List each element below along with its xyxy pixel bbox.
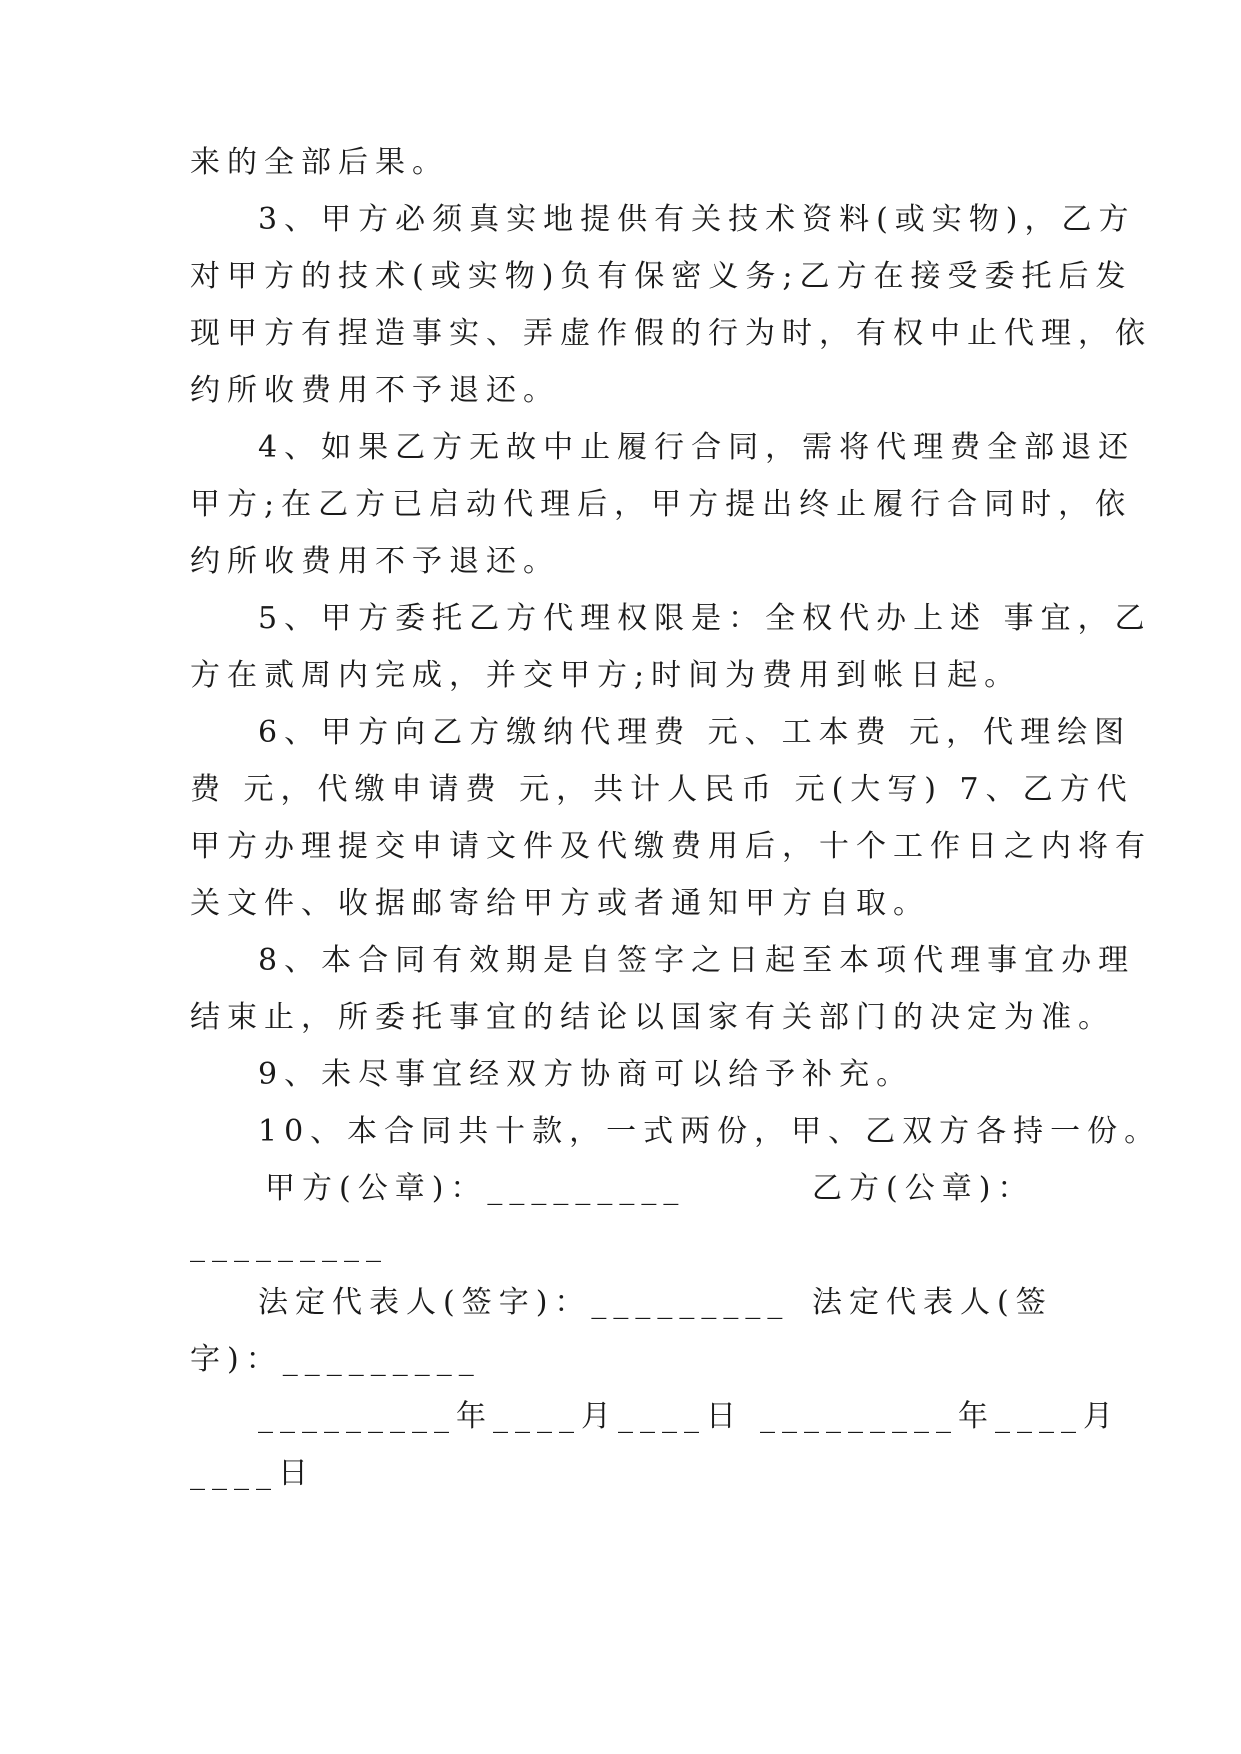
text-line: 关文件、收据邮寄给甲方或者通知甲方自取。 <box>190 886 930 921</box>
text-line: 方在贰周内完成，并交甲方;时间为费用到帐日起。 <box>190 658 1022 693</box>
party-b-representative: 法定代表人(签 <box>812 1285 1053 1320</box>
text-line: 8、本合同有效期是自签字之日起至本项代理事宜办理 <box>258 943 1136 978</box>
text-line: 约所收费用不予退还。 <box>190 373 560 408</box>
party-a-date: _________年____月____日 <box>258 1399 743 1434</box>
text-line: 来的全部后果。 <box>190 145 449 180</box>
party-b-date-continued: ____日 <box>190 1456 315 1491</box>
text-line: 9、未尽事宜经双方协商可以给予补充。 <box>258 1057 914 1092</box>
party-a-seal: 甲方(公章)：_________ <box>265 1171 686 1206</box>
text-line: 4、如果乙方无故中止履行合同，需将代理费全部退还 <box>258 430 1136 465</box>
party-b-seal: 乙方(公章)： <box>812 1171 1035 1206</box>
text-line: 甲方办理提交申请文件及代缴费用后，十个工作日之内将有 <box>190 829 1152 864</box>
party-a-representative: 法定代表人(签字)：_________ <box>258 1285 790 1320</box>
text-line: 10、本合同共十款，一式两份，甲、乙双方各持一份。 <box>258 1114 1162 1149</box>
text-line: 甲方;在乙方已启动代理后，甲方提出终止履行合同时，依 <box>190 487 1133 522</box>
text-line: 5、甲方委托乙方代理权限是：全权代办上述 事宜，乙 <box>258 601 1152 636</box>
text-line: 约所收费用不予退还。 <box>190 544 560 579</box>
party-b-representative-continued: 字)：_________ <box>190 1342 481 1377</box>
party-b-date: _________年____月 <box>760 1399 1120 1434</box>
text-line: 3、甲方必须真实地提供有关技术资料(或实物)，乙方 <box>258 202 1136 237</box>
text-line: 对甲方的技术(或实物)负有保密义务;乙方在接受委托后发 <box>190 259 1133 294</box>
signature-blank: _________ <box>190 1228 388 1263</box>
text-line: 费 元，代缴申请费 元，共计人民币 元(大写) 7、乙方代 <box>190 772 1134 807</box>
text-line: 6、甲方向乙方缴纳代理费 元、工本费 元，代理绘图 <box>258 715 1132 750</box>
text-line: 现甲方有捏造事实、弄虚作假的行为时，有权中止代理，依 <box>190 316 1152 351</box>
text-line: 结束止，所委托事宜的结论以国家有关部门的决定为准。 <box>190 1000 1115 1035</box>
